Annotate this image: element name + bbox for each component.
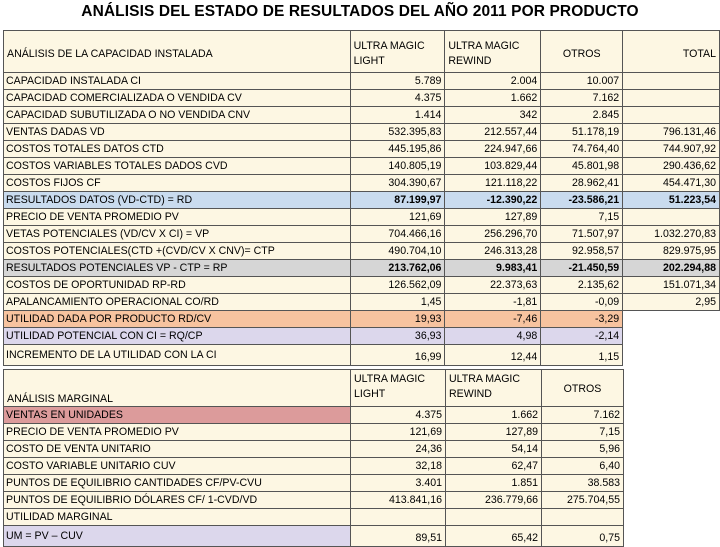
cell-value	[623, 209, 720, 226]
table-row	[4, 277, 720, 294]
row-label: INCREMENTO DE LA UTILIDAD CON LA CI	[4, 345, 351, 366]
cell-value: 532.395,83	[350, 124, 445, 141]
cell-value: -23.586,21	[541, 192, 623, 209]
cell-value	[542, 509, 624, 526]
row-label: RESULTADOS DATOS (VD-CTD) = RD	[4, 192, 351, 209]
page-title: ANÁLISIS DEL ESTADO DE RESULTADOS DEL AÑO 2011 POR PRODUCTO	[81, 3, 639, 20]
cell-value: 6,40	[542, 458, 624, 475]
cell-value: 103.829,44	[445, 158, 541, 175]
row-label: APALANCAMIENTO OPERACIONAL CO/RD	[4, 294, 351, 311]
cell-value: 796.131,46	[623, 124, 720, 141]
cell-value: 12,44	[445, 345, 541, 366]
marginal-table	[3, 369, 624, 410]
cell-value: 202.294,88	[623, 260, 720, 277]
marginal-column-header-rewind: ULTRA MAGIC REWIND	[446, 370, 542, 410]
cell-value: 490.704,10	[350, 243, 445, 260]
cell-value: 140.805,19	[350, 158, 445, 175]
table-row	[4, 458, 624, 475]
cell-value: 36,93	[350, 328, 445, 345]
cell-value: 65,42	[446, 526, 542, 547]
cell-value: 121,69	[350, 209, 445, 226]
cell-value: 1,45	[350, 294, 445, 311]
cell-value: -21.450,59	[541, 260, 623, 277]
cell-value: 246.313,28	[445, 243, 541, 260]
cell-value: -1,81	[445, 294, 541, 311]
table-row	[4, 175, 720, 192]
cell-value: 28.962,41	[541, 175, 623, 192]
table-row	[4, 526, 624, 547]
cell-value: 38.583	[542, 475, 624, 492]
column-header-rewind: ULTRA MAGIC REWIND	[445, 31, 541, 78]
cell-value: 2,95	[623, 294, 720, 311]
table-row	[4, 243, 720, 260]
row-label: COSTO VARIABLE UNITARIO CUV	[4, 458, 351, 475]
marginal-column-header-light: ULTRA MAGIC LIGHT	[351, 370, 446, 410]
cell-value: 236.779,66	[446, 492, 542, 509]
cell-value: 51.178,19	[541, 124, 623, 141]
table-row	[4, 492, 624, 509]
row-label: CAPACIDAD COMERCIALIZADA O VENDIDA CV	[4, 90, 351, 107]
marginal-body	[3, 406, 624, 547]
capacity-header-label: ANÁLISIS DE LA CAPACIDAD INSTALADA	[4, 31, 351, 78]
row-label: COSTOS VARIABLES TOTALES DADOS CVD	[4, 158, 351, 175]
cell-value: 304.390,67	[350, 175, 445, 192]
cell-value	[623, 90, 720, 107]
cell-value: 4,98	[445, 328, 541, 345]
row-label: CAPACIDAD INSTALADA CI	[4, 73, 351, 90]
marginal-header-label: ANÁLISIS MARGINAL	[4, 370, 351, 410]
cell-value: 2.004	[445, 73, 541, 90]
cell-value: 0,75	[542, 526, 624, 547]
cell-value: 212.557,44	[445, 124, 541, 141]
cell-value: 51.223,54	[623, 192, 720, 209]
table-row	[4, 441, 624, 458]
row-label: VETAS POTENCIALES (VD/CV X CI) = VP	[4, 226, 351, 243]
cell-value: 454.471,30	[623, 175, 720, 192]
cell-value	[623, 328, 720, 345]
row-label: COSTOS FIJOS CF	[4, 175, 351, 192]
table-row	[4, 424, 624, 441]
cell-value: 5,96	[542, 441, 624, 458]
cell-value: 256.296,70	[445, 226, 541, 243]
cell-value: 1.414	[350, 107, 445, 124]
cell-value: 127,89	[446, 424, 542, 441]
column-header-light: ULTRA MAGIC LIGHT	[350, 31, 445, 78]
cell-value: 9.983,41	[445, 260, 541, 277]
cell-value: -12.390,22	[445, 192, 541, 209]
row-label: VENTAS EN UNIDADES	[4, 407, 351, 424]
row-label: COSTO DE VENTA UNITARIO	[4, 441, 351, 458]
table-row	[4, 407, 624, 424]
cell-value: 7,15	[542, 424, 624, 441]
cell-value: 1.662	[445, 90, 541, 107]
cell-value: 87.199,97	[350, 192, 445, 209]
table-row	[4, 209, 720, 226]
cell-value	[623, 107, 720, 124]
row-label: RESULTADOS POTENCIALES VP - CTP = RP	[4, 260, 351, 277]
cell-value	[351, 509, 446, 526]
cell-value: -0,09	[541, 294, 623, 311]
column-header-otros: OTROS	[541, 31, 623, 78]
cell-value: 4.375	[350, 90, 445, 107]
cell-value: 829.975,95	[623, 243, 720, 260]
row-label: PUNTOS DE EQUILIBRIO CANTIDADES CF/PV-CVU	[4, 475, 351, 492]
marginal-column-header-otros: OTROS	[542, 370, 624, 410]
row-label: PRECIO DE VENTA PROMEDIO PV	[4, 209, 351, 226]
cell-value: -2,14	[541, 328, 623, 345]
row-label: COSTOS DE OPORTUNIDAD RP-RD	[4, 277, 351, 294]
table-row	[4, 328, 720, 345]
cell-value: 121.118,22	[445, 175, 541, 192]
cell-value: 3.401	[351, 475, 446, 492]
cell-value: 62,47	[446, 458, 542, 475]
capacity-body	[3, 72, 720, 366]
row-label: COSTOS POTENCIALES(CTD +(CVD/CV X CNV)= CTP	[4, 243, 351, 260]
cell-value: 2.135,62	[541, 277, 623, 294]
table-row	[4, 141, 720, 158]
cell-value: 5.789	[350, 73, 445, 90]
table-row	[4, 509, 624, 526]
cell-value	[623, 345, 720, 366]
cell-value: 71.507,97	[541, 226, 623, 243]
cell-value: -3,29	[541, 311, 623, 328]
cell-value: 2.845	[541, 107, 623, 124]
row-label: PUNTOS DE EQUILIBRIO DÓLARES CF/ 1-CVD/VD	[4, 492, 351, 509]
cell-value: 744.907,92	[623, 141, 720, 158]
cell-value: 121,69	[351, 424, 446, 441]
cell-value: 22.373,63	[445, 277, 541, 294]
row-label: UTILIDAD DADA POR PRODUCTO RD/CV	[4, 311, 351, 328]
cell-value: 213.762,06	[350, 260, 445, 277]
table-row	[4, 345, 720, 366]
row-label: UTILIDAD MARGINAL	[4, 509, 351, 526]
capacity-header-row	[4, 31, 720, 78]
cell-value: -7,46	[445, 311, 541, 328]
cell-value: 151.071,34	[623, 277, 720, 294]
table-row	[4, 475, 624, 492]
cell-value: 1.032.270,83	[623, 226, 720, 243]
cell-value: 126.562,09	[350, 277, 445, 294]
table-row	[4, 294, 720, 311]
cell-value: 275.704,55	[542, 492, 624, 509]
cell-value: 7,15	[541, 209, 623, 226]
table-row	[4, 226, 720, 243]
cell-value: 54,14	[446, 441, 542, 458]
cell-value: 290.436,62	[623, 158, 720, 175]
cell-value: 4.375	[351, 407, 446, 424]
table-row	[4, 260, 720, 277]
cell-value: 92.958,57	[541, 243, 623, 260]
cell-value: 32,18	[351, 458, 446, 475]
cell-value: 16,99	[350, 345, 445, 366]
cell-value: 45.801,98	[541, 158, 623, 175]
table-row	[4, 311, 720, 328]
table-row	[4, 107, 720, 124]
cell-value: 224.947,66	[445, 141, 541, 158]
marginal-header-row	[4, 370, 624, 410]
table-row	[4, 124, 720, 141]
row-label: PRECIO DE VENTA PROMEDIO PV	[4, 424, 351, 441]
cell-value: 1.662	[446, 407, 542, 424]
table-row	[4, 73, 720, 90]
row-label: COSTOS TOTALES DATOS CTD	[4, 141, 351, 158]
cell-value: 10.007	[541, 73, 623, 90]
cell-value: 413.841,16	[351, 492, 446, 509]
cell-value: 24,36	[351, 441, 446, 458]
cell-value: 127,89	[445, 209, 541, 226]
cell-value: 1,15	[541, 345, 623, 366]
cell-value: 89,51	[351, 526, 446, 547]
cell-value: 19,93	[350, 311, 445, 328]
cell-value	[446, 509, 542, 526]
cell-value	[623, 311, 720, 328]
table-row	[4, 90, 720, 107]
cell-value: 1.851	[446, 475, 542, 492]
cell-value: 445.195,86	[350, 141, 445, 158]
cell-value: 704.466,16	[350, 226, 445, 243]
cell-value: 342	[445, 107, 541, 124]
column-header-total: TOTAL	[623, 31, 720, 78]
row-label: UTILIDAD POTENCIAL CON CI = RQ/CP	[4, 328, 351, 345]
row-label: CAPACIDAD SUBUTILIZADA O NO VENDIDA CNV	[4, 107, 351, 124]
row-label: VENTAS DADAS VD	[4, 124, 351, 141]
table-row	[4, 158, 720, 175]
cell-value: 74.764,40	[541, 141, 623, 158]
cell-value	[623, 73, 720, 90]
cell-value: 7.162	[541, 90, 623, 107]
row-label: UM = PV – CUV	[4, 526, 351, 547]
table-row	[4, 192, 720, 209]
cell-value: 7.162	[542, 407, 624, 424]
